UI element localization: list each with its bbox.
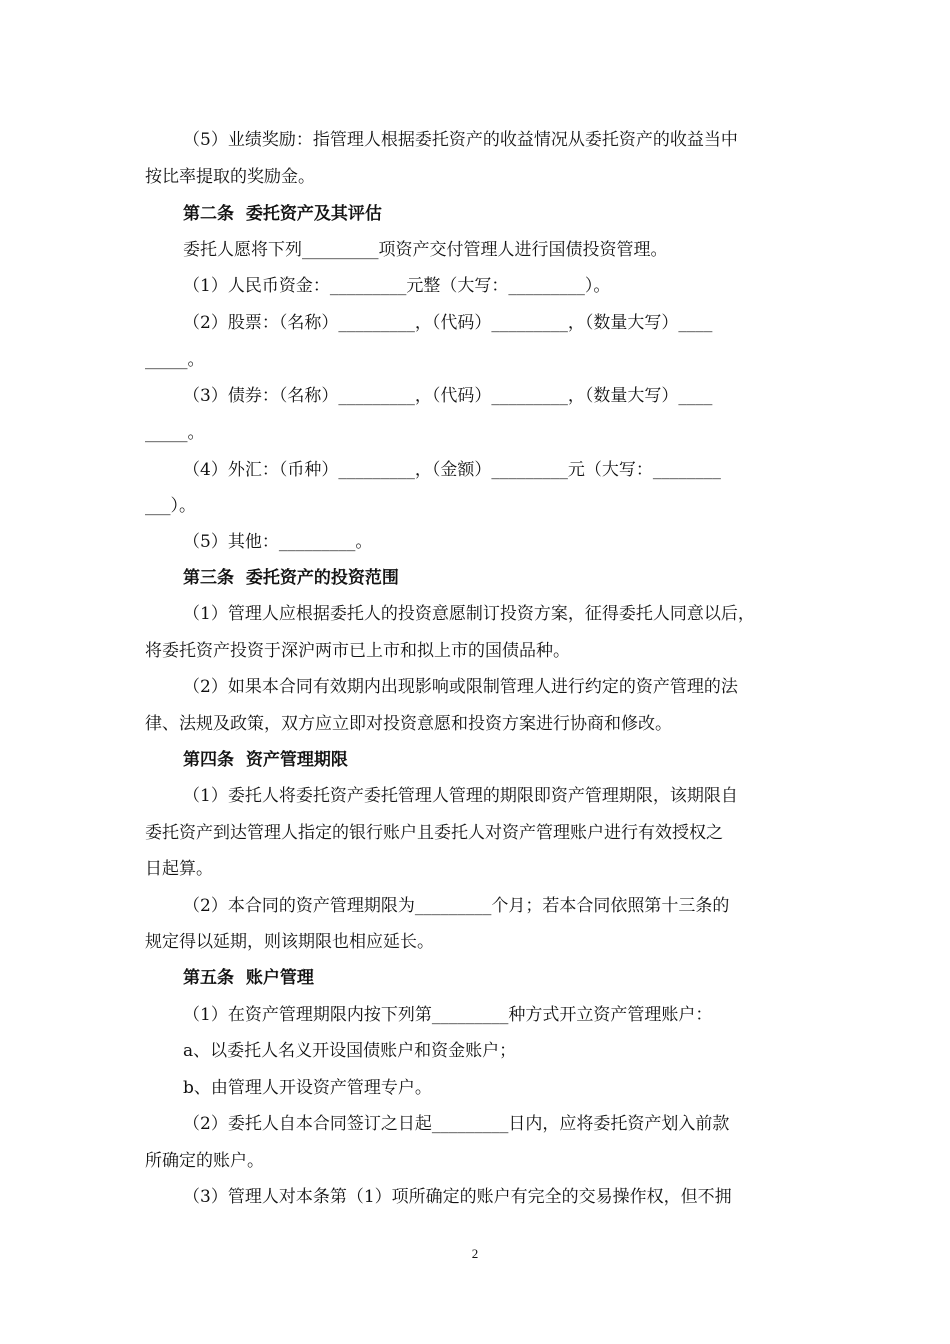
text-line: （1）管理人应根据委托人的投资意愿制订投资方案，征得委托人同意以后， bbox=[183, 604, 755, 624]
text-line: 日起算。 bbox=[145, 859, 213, 879]
text-line: b、由管理人开设资产管理专户。 bbox=[183, 1078, 432, 1098]
section-heading: 第二条 委托资产及其评估 bbox=[183, 204, 382, 224]
text-line: （5）其他：_________。 bbox=[183, 532, 373, 552]
text-line: 委托资产到达管理人指定的银行账户且委托人对资产管理账户进行有效授权之 bbox=[145, 823, 723, 843]
text-line: （1）在资产管理期限内按下列第_________种方式开立资产管理账户： bbox=[183, 1005, 713, 1025]
text-line: （3）管理人对本条第（1）项所确定的账户有完全的交易操作权，但不拥 bbox=[183, 1187, 732, 1207]
text-line: 将委托资产投资于深沪两市已上市和拟上市的国债品种。 bbox=[145, 641, 570, 661]
text-line: 按比率提取的奖励金。 bbox=[145, 167, 315, 187]
text-line: ___）。 bbox=[145, 496, 196, 516]
text-line: 规定得以延期，则该期限也相应延长。 bbox=[145, 932, 434, 952]
text-line: _____。 bbox=[145, 423, 205, 443]
text-line: （2）委托人自本合同签订之日起_________日内，应将委托资产划入前款 bbox=[183, 1114, 730, 1134]
text-line: 律、法规及政策，双方应立即对投资意愿和投资方案进行协商和修改。 bbox=[145, 714, 672, 734]
text-line: 委托人愿将下列_________项资产交付管理人进行国债投资管理。 bbox=[183, 240, 668, 260]
text-line: （4）外汇：（币种）_________，（金额）_________元（大写：________ bbox=[183, 460, 721, 480]
section-heading: 第三条 委托资产的投资范围 bbox=[183, 568, 399, 588]
text-line: （1）人民币资金：_________元整（大写：_________）。 bbox=[183, 276, 611, 296]
text-line: _____。 bbox=[145, 350, 205, 370]
text-line: （5）业绩奖励：指管理人根据委托资产的收益情况从委托资产的收益当中 bbox=[183, 130, 738, 150]
page-number: 2 bbox=[471, 1246, 479, 1261]
text-line: 所确定的账户。 bbox=[145, 1151, 264, 1171]
text-line: a、以委托人名义开设国债账户和资金账户； bbox=[183, 1041, 517, 1061]
section-heading: 第五条 账户管理 bbox=[183, 968, 314, 988]
text-line: （3）债券：（名称）_________，（代码）_________，（数量大写）____ bbox=[183, 386, 713, 406]
text-line: （1）委托人将委托资产委托管理人管理的期限即资产管理期限，该期限自 bbox=[183, 786, 738, 806]
text-line: （2）股票：（名称）_________，（代码）_________，（数量大写）____ bbox=[183, 313, 713, 333]
section-heading: 第四条 资产管理期限 bbox=[183, 750, 348, 770]
text-line: （2）如果本合同有效期内出现影响或限制管理人进行约定的资产管理的法 bbox=[183, 677, 738, 697]
text-line: （2）本合同的资产管理期限为_________个月；若本合同依照第十三条的 bbox=[183, 896, 730, 916]
